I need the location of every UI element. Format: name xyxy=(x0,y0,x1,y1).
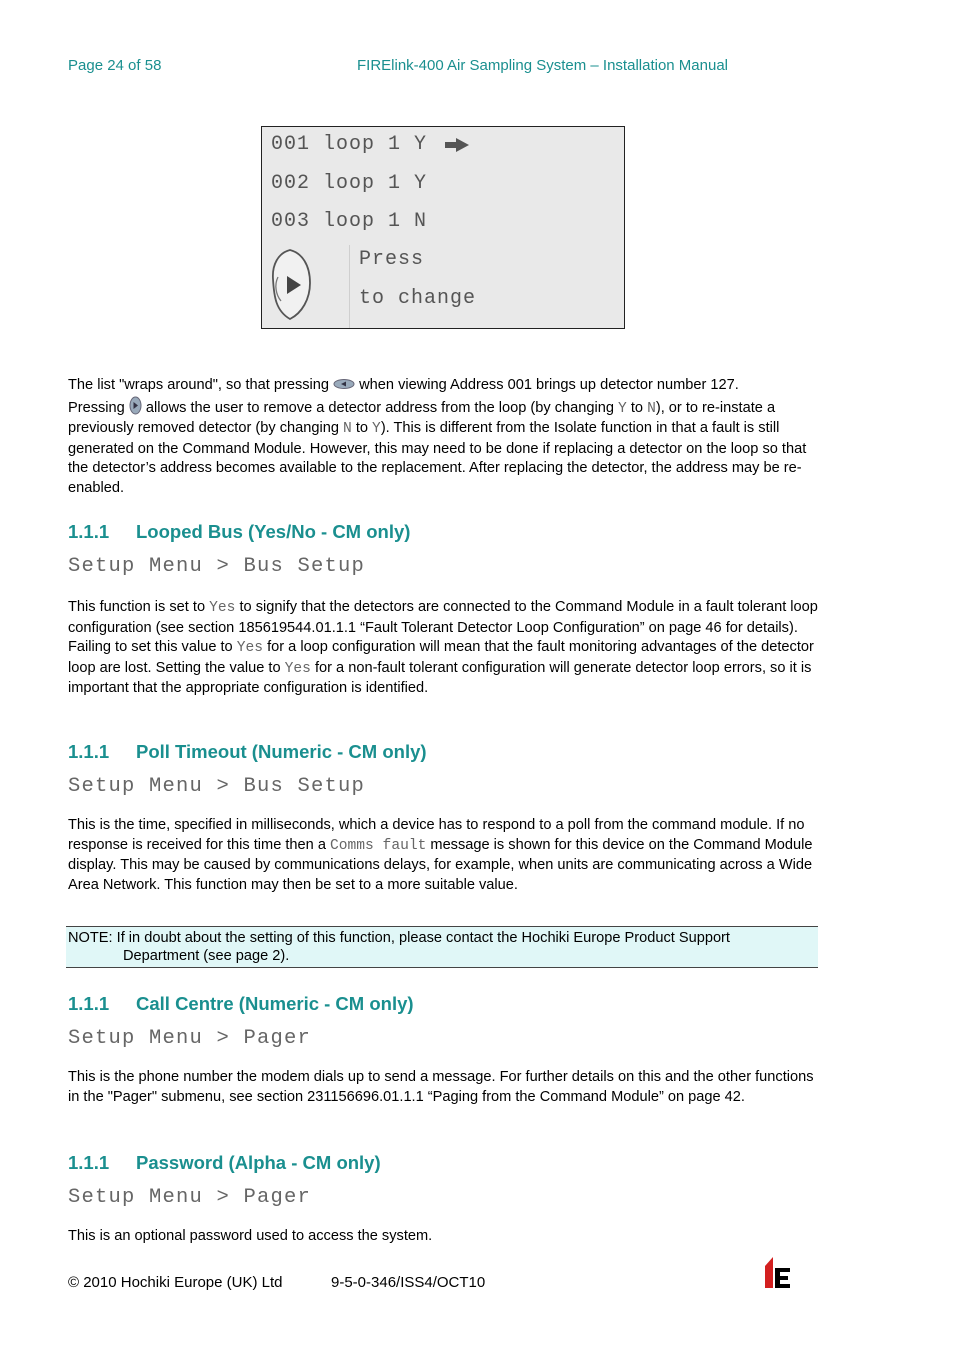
lcd-line-1: 001 loop 1 Y xyxy=(271,133,428,156)
menu-path: Setup Menu > Pager xyxy=(68,1186,312,1209)
lcd-line-2: 002 loop 1 Y xyxy=(271,172,428,195)
note-box xyxy=(66,926,818,968)
lcd-line-3: 003 loop 1 N xyxy=(271,210,428,233)
section-heading-password: 1.1.1 Password (Alpha - CM only) xyxy=(68,1152,381,1173)
section-heading-looped-bus: 1.1.1 Looped Bus (Yes/No - CM only) xyxy=(68,521,411,542)
lcd-press-text: Press xyxy=(359,248,425,271)
menu-path: Setup Menu > Pager xyxy=(68,1027,312,1050)
note-line-1: NOTE: If in doubt about the setting of this function, please contact the Hochiki Europe Product Support xyxy=(68,930,730,946)
hochiki-logo-icon xyxy=(763,1254,793,1290)
document-title: FIRElink-400 Air Sampling System – Installation Manual xyxy=(357,57,729,74)
intro-paragraph: The list "wraps around", so that pressing when viewing Address 001 brings up detector number 127. Pressing allows the user to remove a detector address from the loop (by changing Y to N), or to re-instate a previously removed detector (by changing N to Y). This is different from the Isolate function in that a fault is still generated on the Command Module. However, this may need to be done if replacing a detector on the loop so that the detector’s address becomes available to the replacement. After replacing the detector, the address may be re-enabled. xyxy=(68,377,807,496)
right-button-icon xyxy=(129,396,142,415)
menu-path: Setup Menu > Bus Setup xyxy=(68,555,366,578)
left-button-icon xyxy=(333,378,355,390)
menu-path: Setup Menu > Bus Setup xyxy=(68,775,366,798)
poll-timeout-paragraph: This is the time, specified in milliseconds, which a device has to respond to a poll from the command module. If no response is received for this time then a Comms fault message is shown for this device on the Command Module display. This may be caused by communications delays, for example, when units are communicating across a Wide Area Network. This function may then be set to a more suitable value. xyxy=(68,817,813,893)
note-line-2: Department (see page 2). xyxy=(123,948,290,964)
lcd-display xyxy=(261,126,625,329)
call-centre-paragraph: This is the phone number the modem dials up to send a message. For further details on this and the other functions in the "Pager" submenu, see section 231156696.01.1.1 “Paging from the Command Module” on page 42. xyxy=(68,1069,814,1105)
right-arrow-icon xyxy=(444,137,470,153)
section-heading-call-centre: 1.1.1 Call Centre (Numeric - CM only) xyxy=(68,993,414,1014)
section-heading-poll-timeout: 1.1.1 Poll Timeout (Numeric - CM only) xyxy=(68,741,427,762)
password-paragraph: This is an optional password used to access the system. xyxy=(68,1228,433,1244)
copyright: © 2010 Hochiki Europe (UK) Ltd xyxy=(68,1274,283,1291)
page-number: Page 24 of 58 xyxy=(68,57,162,74)
looped-bus-paragraph: This function is set to Yes to signify that the detectors are connected to the Command Module in a fault tolerant loop configuration (see section 185619544.01.1.1 “Fault Tolerant Detector Loop Configuration” on page 46 for details). Failing to set this value to Yes for a loop configuration will mean that the fault monitoring advantages of the detector loop are lost. Setting the value to Yes for a non-fault tolerant configuration will generate detector loop errors, so it is important that the appropriate configuration is identified. xyxy=(68,599,818,697)
lcd-to-change-text: to change xyxy=(359,287,477,310)
document-reference: 9-5-0-346/ISS4/OCT10 xyxy=(331,1274,486,1291)
right-button-icon xyxy=(268,247,316,322)
